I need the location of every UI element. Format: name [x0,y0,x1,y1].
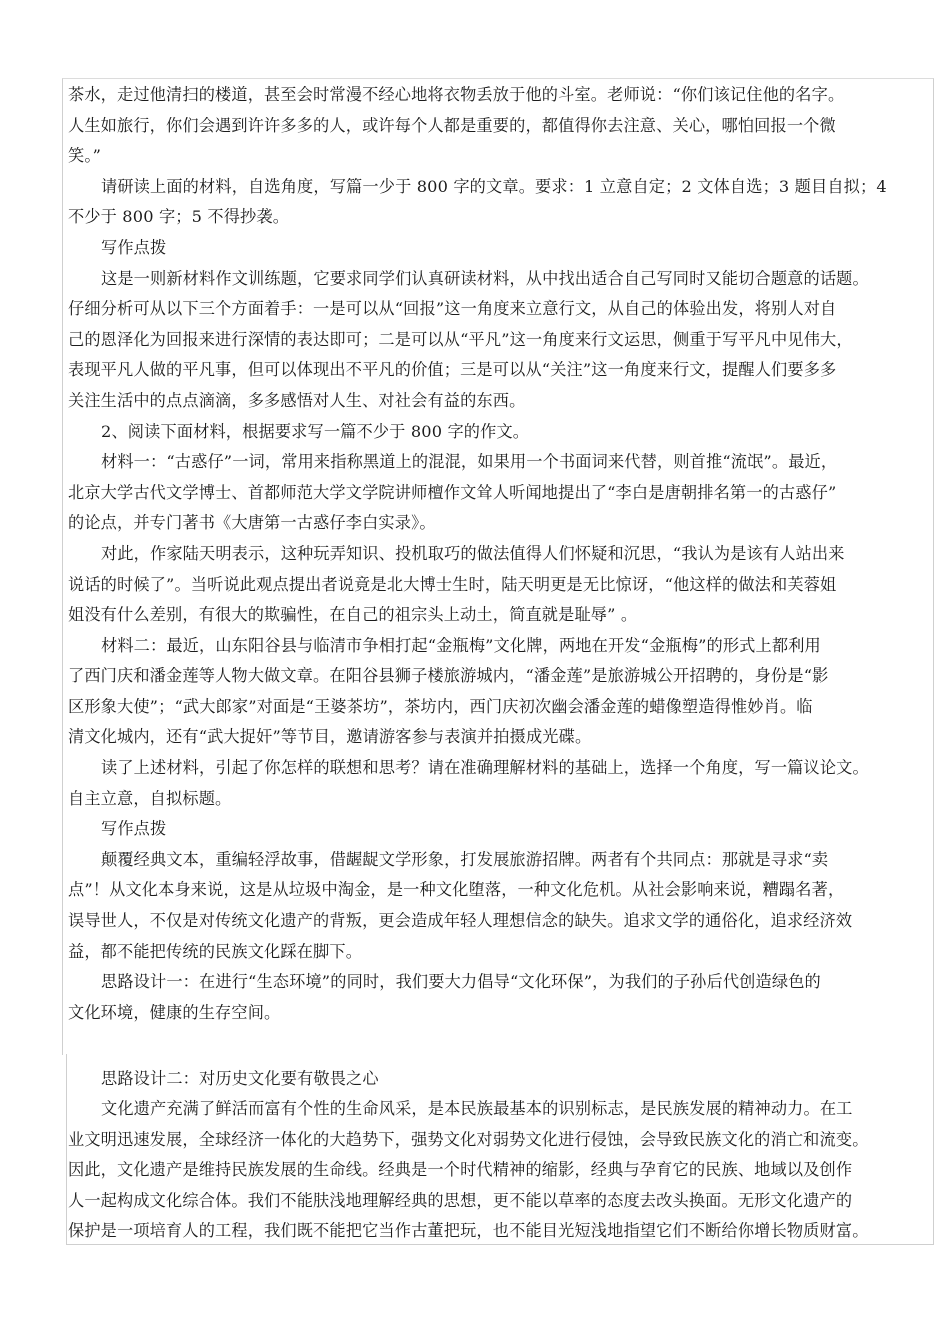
text-line: 人生如旅行，你们会遇到许许多多的人，或许每个人都是重要的，都值得你去注意、关心，哪怕回报一个微 [68,115,836,135]
paragraph [68,233,884,264]
text-line: 请研读上面的材料，自选角度，写篇一少于 800 字的文章。要求：1 立意自定；2 文体自选；3 题目自拟；4 [101,176,887,196]
text-line: 关注生活中的点点滴滴，多多感悟对人生、对社会有益的东西。 [68,390,526,410]
text-line: 自主立意，自拟标题。 [68,788,232,808]
text-line: 说话的时候了”。当听说此观点提出者说竟是北大博士生时，陆天明更是无比惊讶，“他这样的做法和芙蓉姐 [68,574,837,594]
text-line: 对此，作家陆天明表示，这种玩弄知识、投机取巧的做法值得人们怀疑和沉思，“我认为是该有人站出来 [101,543,845,563]
text-line: 思路设计一：在进行“生态环境”的同时，我们要大力倡导“文化环保”，为我们的子孙后代创造绿色的 [101,972,821,992]
paragraph [68,80,884,172]
paragraph [68,753,884,814]
paragraph [68,1064,888,1094]
text-line: 茶水，走过他清扫的楼道，甚至会时常漫不经心地将衣物丢放于他的斗室。老师说：“你们该记住他的名字。 [68,85,845,104]
paragraph [68,539,884,631]
text-line: 表现平凡人做的平凡事，但可以体现出不平凡的价值；三是可以从“关注”这一角度来行文，提醒人们要多多 [68,360,837,380]
text-line: 益，都不能把传统的民族文化踩在脚下。 [68,941,363,961]
text-line: 误导世人，不仅是对传统文化遗产的背叛，更会造成年轻人理想信念的缺失。追求文学的通俗化，追求经济效 [68,911,853,931]
text-line: 写作点拨 [101,819,167,839]
text-line: 了西门庆和潘金莲等人物大做文章。在阳谷县狮子楼旅游城内，“潘金莲”是旅游城公开招聘的，身份是“影 [68,666,829,686]
text-line: 这是一则新材料作文训练题，它要求同学们认真研读材料，从中找出适合自己写同时又能切合题意的话题。 [101,268,869,288]
text-line: 己的恩泽化为回报来进行深情的表达即可；二是可以从“平凡”这一角度来行文运思，侧重于写平凡中见伟大， [68,329,853,349]
text-line: 北京大学古代文学博士、首都师范大学文学院讲师檀作文耸人听闻地提出了“李白是唐朝排名第一的古惑仔” [68,482,837,502]
text-line: 仔细分析可从以下三个方面着手：一是可以从“回报”这一角度来立意行文，从自己的体验出发，将别人对自 [68,299,837,319]
text-line: 的论点，并专门著书《大唐第一古惑仔李白实录》。 [68,513,436,533]
document-body-continued [68,1064,888,1246]
text-line: 姐没有什么差别，有很大的欺骗性，在自己的祖宗头上动土，简直就是耻辱” 。 [68,605,638,625]
text-line: 思路设计二：对历史文化要有敬畏之心 [101,1069,379,1088]
text-line: 清文化城内，还有“武大捉奸”等节目，邀请游客参与表演并拍摄成光碟。 [68,727,592,747]
text-line: 文化遗产充满了鲜活而富有个性的生命风采，是本民族最基本的识别标志，是民族发展的精神动力。在工 [101,1099,853,1119]
paragraph [68,845,884,967]
text-line: 笑。” [68,146,102,166]
paragraph [68,967,884,1028]
text-line: 保护是一项培育人的工程，我们既不能把它当作古董把玩，也不能目光短浅地指望它们不断给你增长物质财富。 [68,1220,869,1240]
text-line: 文化环境，健康的生存空间。 [68,1002,281,1022]
text-line: 写作点拨 [101,237,167,257]
text-line: 不少于 800 字；5 不得抄袭。 [68,207,290,227]
text-line: 颠覆经典文本，重编轻浮故事，借龌龊文学形象，打发展旅游招牌。两者有个共同点：那就是寻求“卖 [101,849,829,869]
text-line: 业文明迅速发展，全球经济一体化的大趋势下，强势文化对弱势文化进行侵蚀，会导致民族文化的消亡和流变。 [68,1129,869,1149]
text-line: 材料二：最近，山东阳谷县与临清市争相打起“金瓶梅”文化牌，两地在开发“金瓶梅”的形式上都利用 [101,635,821,655]
text-line: 材料一：“古惑仔”一词，常用来指称黑道上的混混，如果用一个书面词来代替，则首推“流氓”。最近， [101,452,838,472]
paragraph [68,172,887,233]
document-body [68,80,887,1028]
paragraph [68,264,884,417]
paragraph [68,1094,888,1246]
paragraph [68,631,884,753]
paragraph [68,814,884,845]
paragraph [68,417,884,448]
text-line: 2、阅读下面材料，根据要求写一篇不少于 800 字的作文。 [101,421,530,441]
text-line: 因此，文化遗产是维持民族发展的生命线。经典是一个时代精神的缩影，经典与孕育它的民族、地域以及创作 [68,1160,853,1180]
paragraph [68,447,884,539]
text-line: 区形象大使”；“武大郎家”对面是“王婆茶坊”，茶坊内，西门庆初次幽会潘金莲的蜡像塑造得惟妙肖。临 [68,696,813,716]
text-line: 人一起构成文化综合体。我们不能肤浅地理解经典的思想，更不能以草率的态度去改头换面。无形文化遗产的 [68,1190,853,1210]
text-line: 点”！从文化本身来说，这是从垃圾中淘金，是一种文化堕落，一种文化危机。从社会影响来说，糟蹋名著， [68,880,845,900]
text-line: 读了上述材料，引起了你怎样的联想和思考？请在准确理解材料的基础上，选择一个角度，写一篇议论文。 [101,758,869,778]
